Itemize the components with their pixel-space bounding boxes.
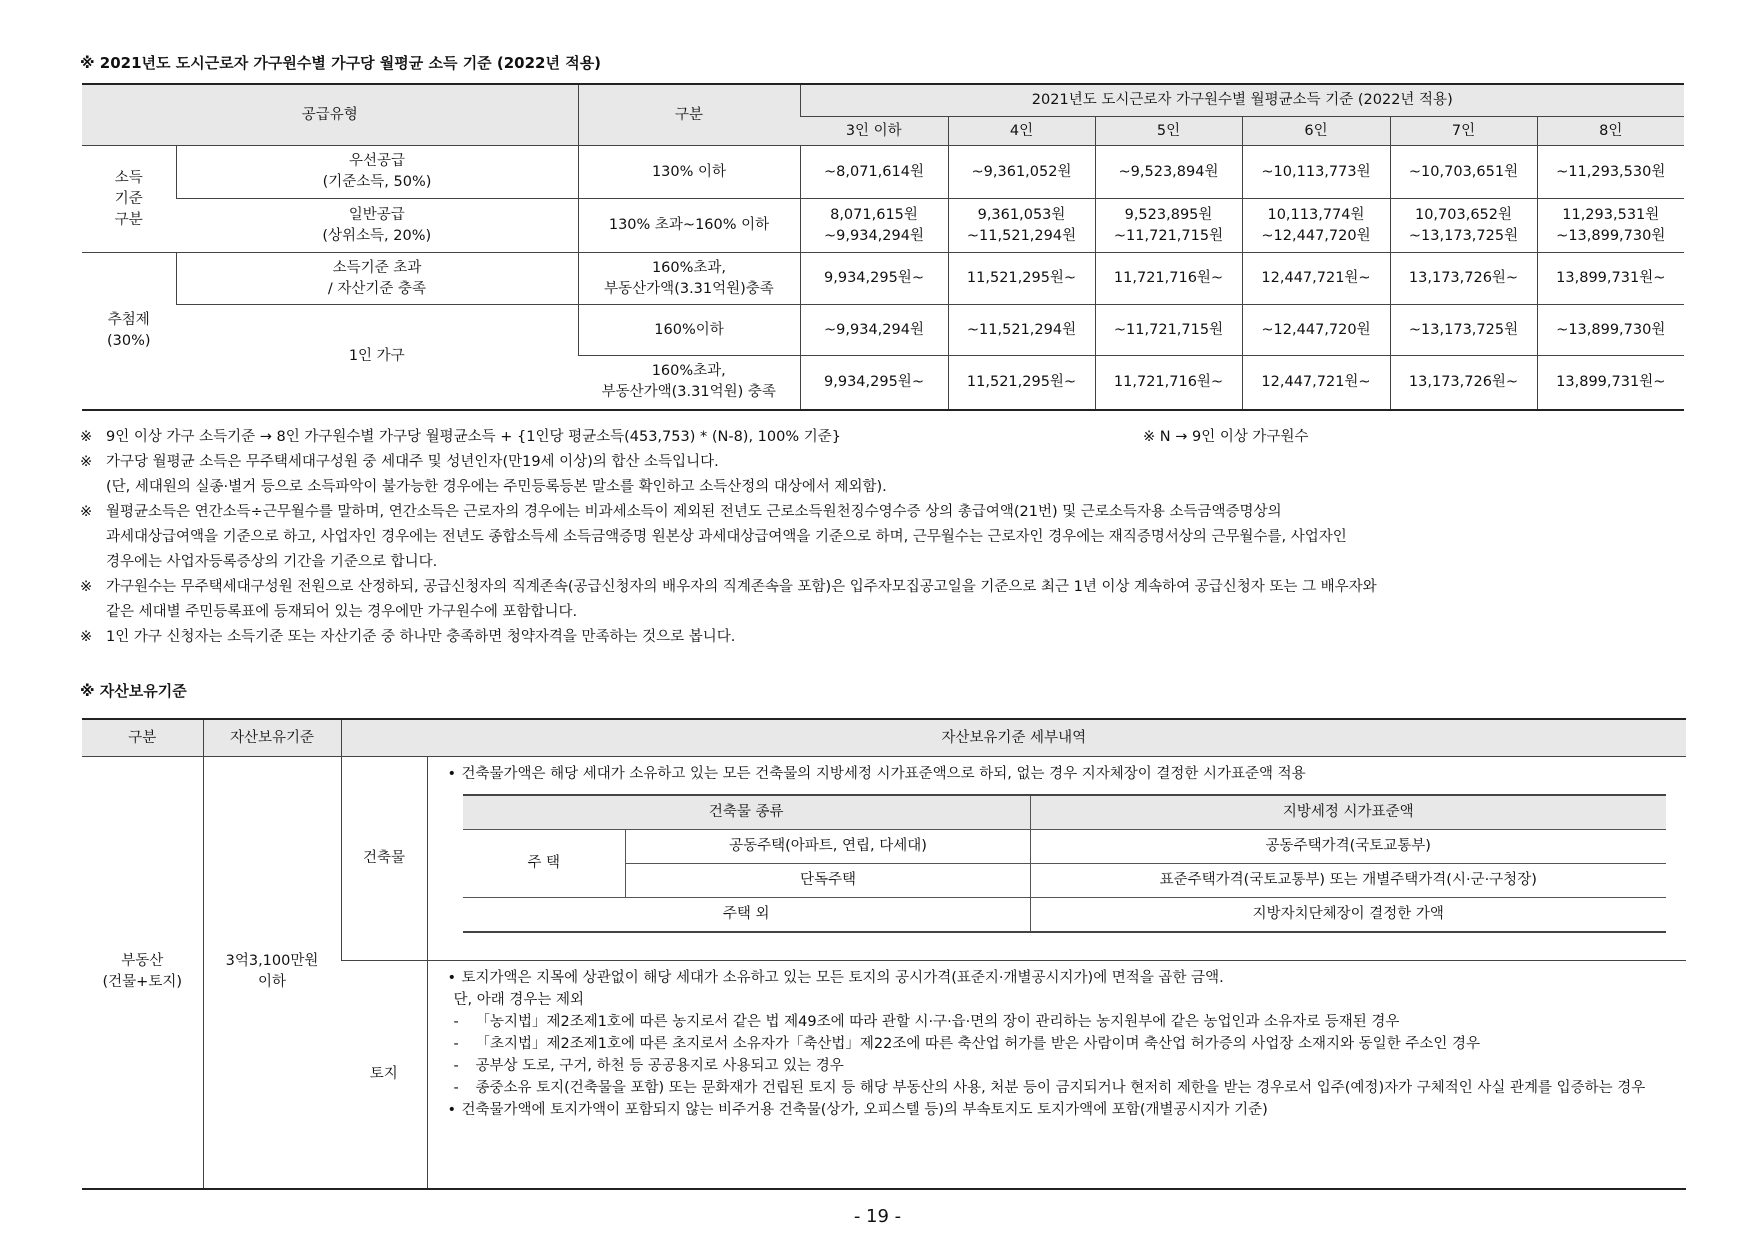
supply-type-cell: 1인 가구 — [176, 305, 578, 410]
dash-icon: - — [453, 1036, 459, 1052]
reference-mark: ※ — [80, 579, 93, 595]
reference-mark: ※ — [80, 429, 93, 445]
reference-mark: ※ — [80, 454, 93, 470]
value-cell: ~13,173,725원 — [1390, 305, 1537, 356]
header-size: 3인 이하 — [800, 117, 948, 146]
value-cell: ~9,934,294원 — [800, 305, 948, 356]
value-cell: ~11,521,294원 — [948, 305, 1095, 356]
header-supply-type: 공급유형 — [82, 84, 578, 146]
reference-mark: ※ — [80, 629, 93, 645]
value-cell: 11,293,531원 ~13,899,730원 — [1537, 199, 1684, 253]
land-exception-item: - 공부상 도로, 구거, 하천 등 공공용지로 사용되고 있는 경우 — [444, 1055, 1671, 1077]
note-item — [80, 575, 1700, 625]
income-section-title: ※ 2021년도 도시근로자 가구원수별 가구당 월평균 소득 기준 (2022년 적용) — [80, 54, 602, 72]
category-cell: 160%이하 — [578, 305, 800, 356]
building-kind: 주택 외 — [463, 898, 1031, 933]
header-income-group: 2021년도 도시근로자 가구원수별 월평균소득 기준 (2022년 적용) — [800, 84, 1684, 117]
value-cell: 11,721,716원~ — [1095, 356, 1242, 410]
group-lottery-label: 추첨제 (30%) — [82, 253, 176, 410]
building-label: 건축물 — [341, 757, 427, 961]
header-size: 8인 — [1537, 117, 1684, 146]
value-cell: 13,173,726원~ — [1390, 356, 1537, 410]
asset-category-cell: 부동산 (건물+토지) — [82, 757, 203, 1189]
value-cell: 9,934,295원~ — [800, 253, 948, 305]
value-cell: 11,721,716원~ — [1095, 253, 1242, 305]
supply-type-cell: 일반공급 (상위소득, 20%) — [176, 199, 578, 253]
land-bullet: • 토지가액은 지목에 상관없이 해당 세대가 소유하고 있는 모든 토지의 공시가격(표준지·개별공시지가)에 면적을 곱한 금액. — [444, 967, 1671, 989]
value-cell: ~8,071,614원 — [800, 146, 948, 199]
building-value: 지방자치단체장이 결정한 가액 — [1031, 898, 1666, 933]
value-cell: 9,523,895원 ~11,721,715원 — [1095, 199, 1242, 253]
value-cell: 12,447,721원~ — [1242, 356, 1390, 410]
land-label: 토지 — [341, 961, 427, 1189]
value-cell: ~9,361,052원 — [948, 146, 1095, 199]
building-value: 표준주택가격(국토교통부) 또는 개별주택가격(시·군·구청장) — [1031, 864, 1666, 898]
value-cell: ~10,113,773원 — [1242, 146, 1390, 199]
value-cell: 13,899,731원~ — [1537, 253, 1684, 305]
inner-header: 건축물 종류 — [463, 795, 1031, 830]
note-item — [80, 450, 1700, 500]
supply-type-cell: 우선공급 (기준소득, 50%) — [176, 146, 578, 199]
value-cell: ~11,721,715원 — [1095, 305, 1242, 356]
group-income-label: 소득 기준 구분 — [82, 146, 176, 253]
category-cell: 160%초과, 부동산가액(3.31억원) 충족 — [578, 356, 800, 410]
bullet-icon: • — [447, 766, 457, 782]
value-cell: 8,071,615원 ~9,934,294원 — [800, 199, 948, 253]
header-standard: 자산보유기준 — [203, 719, 341, 757]
dash-icon: - — [453, 1058, 459, 1074]
building-kind: 공동주택(아파트, 연립, 다세대) — [626, 830, 1031, 864]
land-exception-item: - 「농지법」제2조제1호에 따른 농지로서 같은 법 제49조에 따라 관할 시·구·읍·면의 장이 관리하는 농지원부에 같은 농업인과 소유자로 등재된 경우 — [444, 1011, 1671, 1033]
note-text: (단, 세대원의 실종·별거 등으로 소득파악이 불가능한 경우에는 주민등록등본 말소를 확인하고 소득산정의 대상에서 제외함). — [106, 479, 887, 495]
value-cell: ~12,447,720원 — [1242, 305, 1390, 356]
value-cell: 10,703,652원 ~13,173,725원 — [1390, 199, 1537, 253]
building-value-table — [463, 794, 1666, 933]
value-cell: ~9,523,894원 — [1095, 146, 1242, 199]
inner-header: 지방세정 시가표준액 — [1031, 795, 1666, 830]
asset-standard-table — [82, 718, 1686, 1190]
supply-type-cell: 소득기준 초과 / 자산기준 충족 — [176, 253, 578, 305]
note-text: 경우에는 사업자등록증상의 기간을 기준으로 합니다. — [106, 554, 438, 570]
building-detail — [427, 757, 1686, 961]
land-exception-item: - 종중소유 토지(건축물을 포함) 또는 문화재가 건립된 토지 등 해당 부동산의 사용, 처분 등이 금지되거나 현저히 제한을 받는 경우로서 입주(예정)자가 구체적인 사실 관계를 입증하는 경우 — [444, 1077, 1671, 1099]
value-cell: 9,934,295원~ — [800, 356, 948, 410]
note-text: 월평균소득은 연간소득÷근무월수를 말하며, 연간소득은 근로자의 경우에는 비과세소득이 제외된 전년도 근로소득원천징수영수증 상의 총급여액(21번) 및 근로소득자용 소득금액증명상의 — [106, 504, 1282, 520]
note-text: 과세대상급여액을 기준으로 하고, 사업자인 경우에는 전년도 종합소득세 소득금액증명 원본상 과세대상급여액을 기준으로 하며, 근무월수는 근로자인 경우에는 재직증명서상의 근무월수를, 사업자인 — [106, 529, 1347, 545]
note-text: ※ N → 9인 이상 가구원수 — [1143, 429, 1309, 445]
land-detail — [427, 961, 1686, 1189]
value-cell: 13,899,731원~ — [1537, 356, 1684, 410]
value-cell: 12,447,721원~ — [1242, 253, 1390, 305]
note-text: 1인 가구 신청자는 소득기준 또는 자산기준 중 하나만 충족하면 청약자격을 만족하는 것으로 봅니다. — [106, 629, 736, 645]
note-text: 9인 이상 가구 소득기준 → 8인 가구원수별 가구당 월평균소득 + {1인당 평균소득(453,753) * (N-8), 100% 기준} — [106, 429, 841, 445]
value-cell: 11,521,295원~ — [948, 356, 1095, 410]
bullet-icon: • — [447, 1102, 457, 1118]
header-category: 구분 — [578, 84, 800, 146]
bullet-icon: • — [447, 970, 457, 986]
land-exception-item: - 「초지법」제2조제1호에 따른 초지로서 소유자가「축산법」제22조에 따른 축산업 허가를 받은 사람이며 축산업 허가증의 사업장 소재지와 동일한 주소인 경우 — [444, 1033, 1671, 1055]
note-item — [80, 500, 1700, 575]
value-cell: ~10,703,651원 — [1390, 146, 1537, 199]
reference-mark: ※ — [80, 504, 93, 520]
note-item — [80, 625, 1700, 650]
header-size: 6인 — [1242, 117, 1390, 146]
land-bullet: • 건축물가액에 토지가액이 포함되지 않는 비주거용 건축물(상가, 오피스텔 등)의 부속토지도 토지가액에 포함(개별공시지가 기준) — [444, 1099, 1671, 1121]
income-standard-table — [82, 83, 1684, 411]
header-size: 7인 — [1390, 117, 1537, 146]
value-cell: 13,173,726원~ — [1390, 253, 1537, 305]
dash-icon: - — [453, 1080, 459, 1096]
value-cell: 10,113,774원 ~12,447,720원 — [1242, 199, 1390, 253]
header-detail: 자산보유기준 세부내역 — [341, 719, 1686, 757]
land-exception-intro: 단, 아래 경우는 제외 — [453, 992, 584, 1008]
building-bullet: • 건축물가액은 해당 세대가 소유하고 있는 모든 건축물의 지방세정 시가표준액으로 하되, 없는 경우 지자체장이 결정한 시가표준액 적용 — [444, 763, 1671, 785]
value-cell: 11,521,295원~ — [948, 253, 1095, 305]
asset-section-title: ※ 자산보유기준 — [80, 682, 187, 700]
dash-icon: - — [453, 1014, 459, 1030]
income-notes — [80, 425, 1700, 650]
asset-standard-cell: 3억3,100만원 이하 — [203, 757, 341, 1189]
category-cell: 130% 이하 — [578, 146, 800, 199]
building-value: 공동주택가격(국토교통부) — [1031, 830, 1666, 864]
value-cell: ~11,293,530원 — [1537, 146, 1684, 199]
value-cell: ~13,899,730원 — [1537, 305, 1684, 356]
category-cell: 160%초과, 부동산가액(3.31억원)충족 — [578, 253, 800, 305]
category-cell: 130% 초과~160% 이하 — [578, 199, 800, 253]
house-label: 주 택 — [463, 830, 626, 898]
building-kind: 단독주택 — [626, 864, 1031, 898]
value-cell: 9,361,053원 ~11,521,294원 — [948, 199, 1095, 253]
header-size: 5인 — [1095, 117, 1242, 146]
page-number: - 19 - — [853, 1206, 902, 1227]
note-item — [80, 425, 1700, 450]
header-category: 구분 — [82, 719, 203, 757]
note-text: 가구당 월평균 소득은 무주택세대구성원 중 세대주 및 성년인자(만19세 이상)의 합산 소득입니다. — [106, 454, 719, 470]
note-text: 같은 세대별 주민등록표에 등재되어 있는 경우에만 가구원수에 포함합니다. — [106, 604, 578, 620]
header-size: 4인 — [948, 117, 1095, 146]
note-text: 가구원수는 무주택세대구성원 전원으로 산정하되, 공급신청자의 직계존속(공급신청자의 배우자의 직계존속을 포함)은 입주자모집공고일을 기준으로 최근 1년 이상 계속하여 공급신청자 또는 그 배우자와 — [106, 579, 1377, 595]
